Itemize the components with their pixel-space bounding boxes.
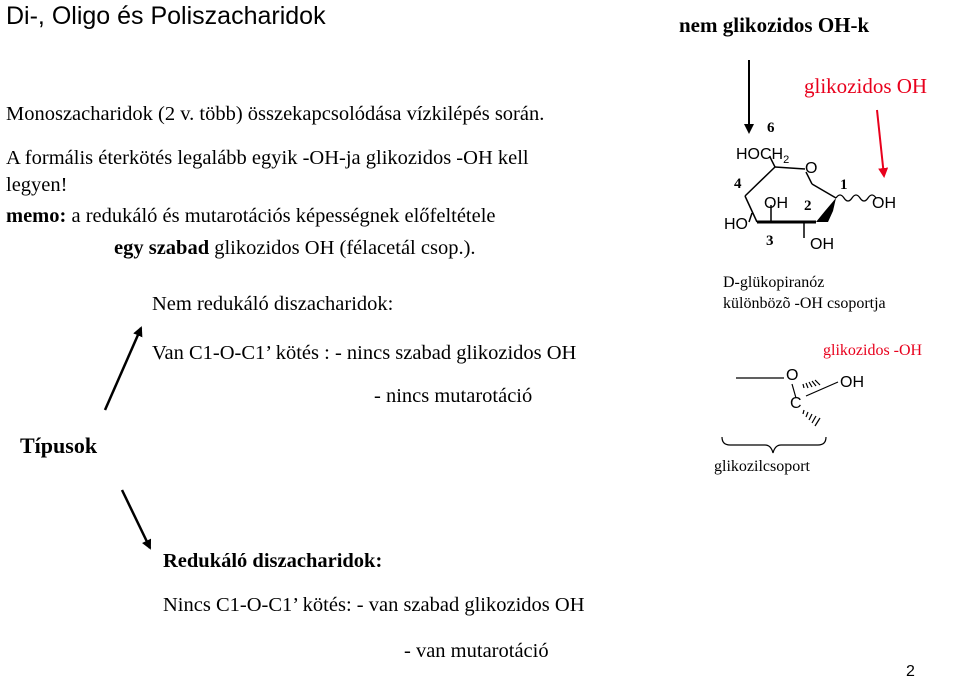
intro-line-2: A formális éterkötés legalább egyik -OH-ja glikozidos -OH kell [6,147,529,169]
c2-label: 2 [804,198,812,214]
memo-bold: egy szabad [114,237,210,259]
hoch2-text: HOCH [736,146,784,163]
arrow-to-glycosidic-oh [877,110,884,176]
reducing-line-2: - van mutarotáció [404,640,549,662]
glycosyl-o-label: O [786,367,799,384]
memo-text: a redukáló és mutarotációs képességnek előfeltétele [66,205,496,227]
nonreducing-line-2: - nincs mutarotáció [374,385,533,407]
hoch2-label [736,146,789,166]
oh-bottom-label: OH [810,236,834,253]
hoch2-subscript: 2 [783,154,790,167]
intro-line-1: Monoszacharidok (2 v. több) összekapcsolódása vízkilépés során. [6,103,545,125]
glycosyl-oh-text: OH [840,374,864,391]
glycosyl-oh-label: glikozidos -OH [823,342,923,359]
c6-label: 6 [767,120,775,136]
c1-label: 1 [840,177,848,193]
glycosyl-c-label: C [790,395,802,412]
intro-line-3: legyen! [6,174,68,196]
nonreducing-line-1: Van C1-O-C1’ kötés : - nincs szabad glikozidos OH [152,342,577,364]
reducing-heading: Redukáló diszacharidok: [163,550,383,572]
structure-caption-2: különbözõ -OH csoportja [723,295,886,312]
ring-oxygen-label: O [805,160,818,177]
reducing-line-1: Nincs C1-O-C1’ kötés: - van szabad glikozidos OH [163,594,585,616]
c4-label: 4 [734,176,742,192]
structure-caption-1: D-glükopiranóz [723,274,825,291]
types-label: Típusok [20,433,98,458]
memo-label: memo: [6,205,67,227]
memo-rest: glikozidos OH (félacetál csop.). [209,237,476,259]
nonreducing-heading: Nem redukáló diszacharidok: [152,293,394,315]
page-number: 2 [906,663,915,680]
c3-label: 3 [766,233,774,249]
ho-left-label: HO [724,216,748,233]
memo-line [6,203,496,229]
arrow-to-nonreducing [105,328,141,410]
oh-right-label: OH [872,195,896,212]
page-title: Di-, Oligo és Poliszacharidok [6,2,326,30]
glycosidic-oh-label: glikozidos OH [804,74,928,98]
glycosyl-caption: glikozilcsoport [714,458,810,475]
oh-inner-label: OH [764,195,788,212]
memo-line-2 [114,235,476,261]
glycosyl-fragment [722,378,838,453]
arrow-to-reducing [122,490,150,548]
nonglycosidic-oh-label: nem glikozidos OH-k [679,13,870,37]
